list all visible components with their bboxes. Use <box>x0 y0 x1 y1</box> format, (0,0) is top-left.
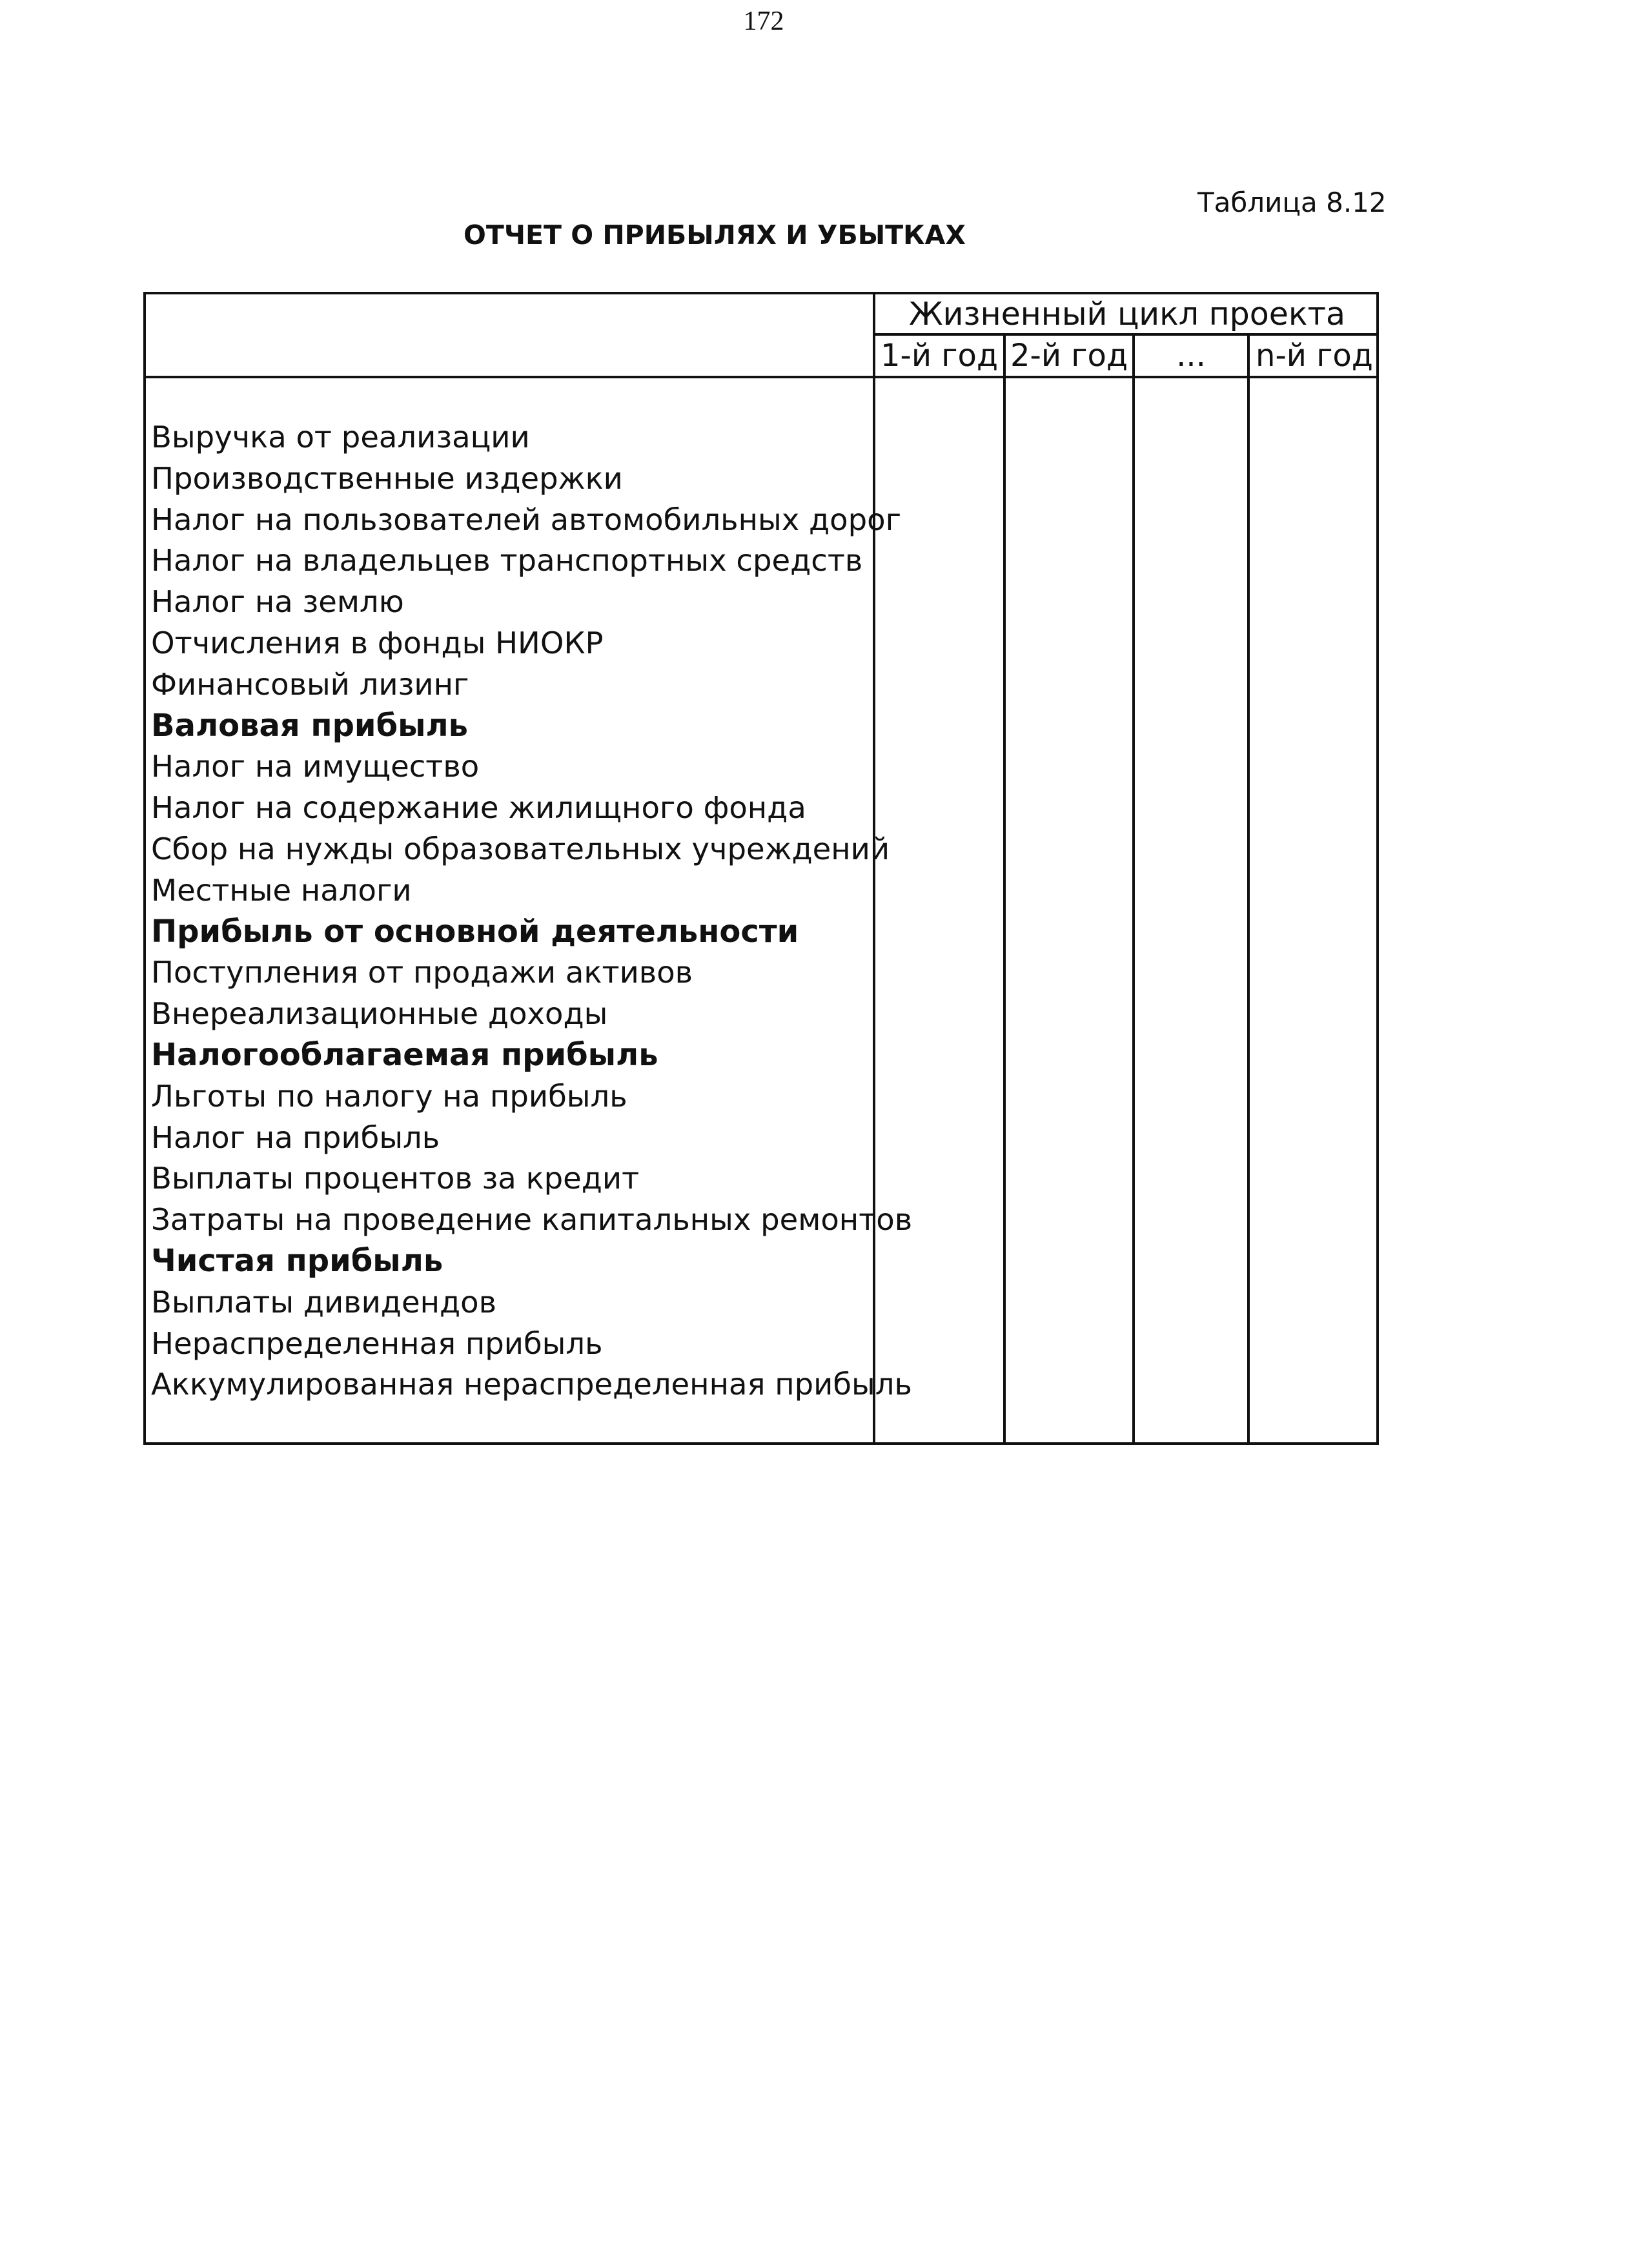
row-label: Налог на имущество <box>151 749 480 784</box>
row-label: Выплаты процентов за кредит <box>151 1161 640 1196</box>
row-label: Нераспределенная прибыль <box>151 1325 603 1361</box>
row-label-subtotal: Прибыль от основной деятельности <box>151 913 799 950</box>
column-divider-year2 <box>1132 333 1135 1442</box>
column-divider-year1 <box>1003 333 1006 1442</box>
year-column-header: 2-й год <box>1010 338 1128 374</box>
row-label: Льготы по налогу на прибыль <box>151 1078 627 1114</box>
row-label: Налог на прибыль <box>151 1119 440 1155</box>
row-label: Местные налоги <box>151 872 412 908</box>
row-label: Налог на землю <box>151 584 404 620</box>
row-label: Производственные издержки <box>151 460 623 496</box>
row-label: Внереализационные доходы <box>151 996 608 1032</box>
row-label-list <box>151 417 913 1405</box>
row-label: Налог на владельцев транспортных средств <box>151 543 863 578</box>
year-column-header: n-й год <box>1256 338 1373 374</box>
header-bottom-divider <box>146 376 1376 378</box>
row-label: Выплаты дивидендов <box>151 1284 496 1320</box>
table-label: Таблица 8.12 <box>1197 187 1387 218</box>
column-divider-ellipsis <box>1247 333 1250 1442</box>
row-label: Финансовый лизинг <box>151 666 469 702</box>
year-column-header: ... <box>1176 338 1206 374</box>
row-label-subtotal: Налогооблагаемая прибыль <box>151 1036 658 1073</box>
lifecycle-heading: Жизненный цикл проекта <box>908 296 1346 332</box>
page-number: 172 <box>743 6 784 36</box>
row-label: Отчисления в фонды НИОКР <box>151 625 604 660</box>
page-title: ОТЧЕТ О ПРИБЫЛЯХ И УБЫТКАХ <box>463 220 966 250</box>
row-label: Налог на пользователей автомобильных дорог <box>151 502 902 537</box>
row-label-subtotal: Чистая прибыль <box>151 1242 443 1279</box>
row-label: Затраты на проведение капитальных ремонтов <box>151 1202 913 1238</box>
profit-loss-table <box>143 292 1379 1445</box>
row-label: Поступления от продажи активов <box>151 955 693 990</box>
row-label-subtotal: Валовая прибыль <box>151 707 468 744</box>
row-label: Налог на содержание жилищного фонда <box>151 790 806 826</box>
row-label: Аккумулированная нераспределенная прибыль <box>151 1367 912 1402</box>
year-column-header: 1-й год <box>880 338 999 374</box>
row-label: Выручка от реализации <box>151 420 530 455</box>
row-label: Сбор на нужды образовательных учреждений <box>151 831 890 866</box>
